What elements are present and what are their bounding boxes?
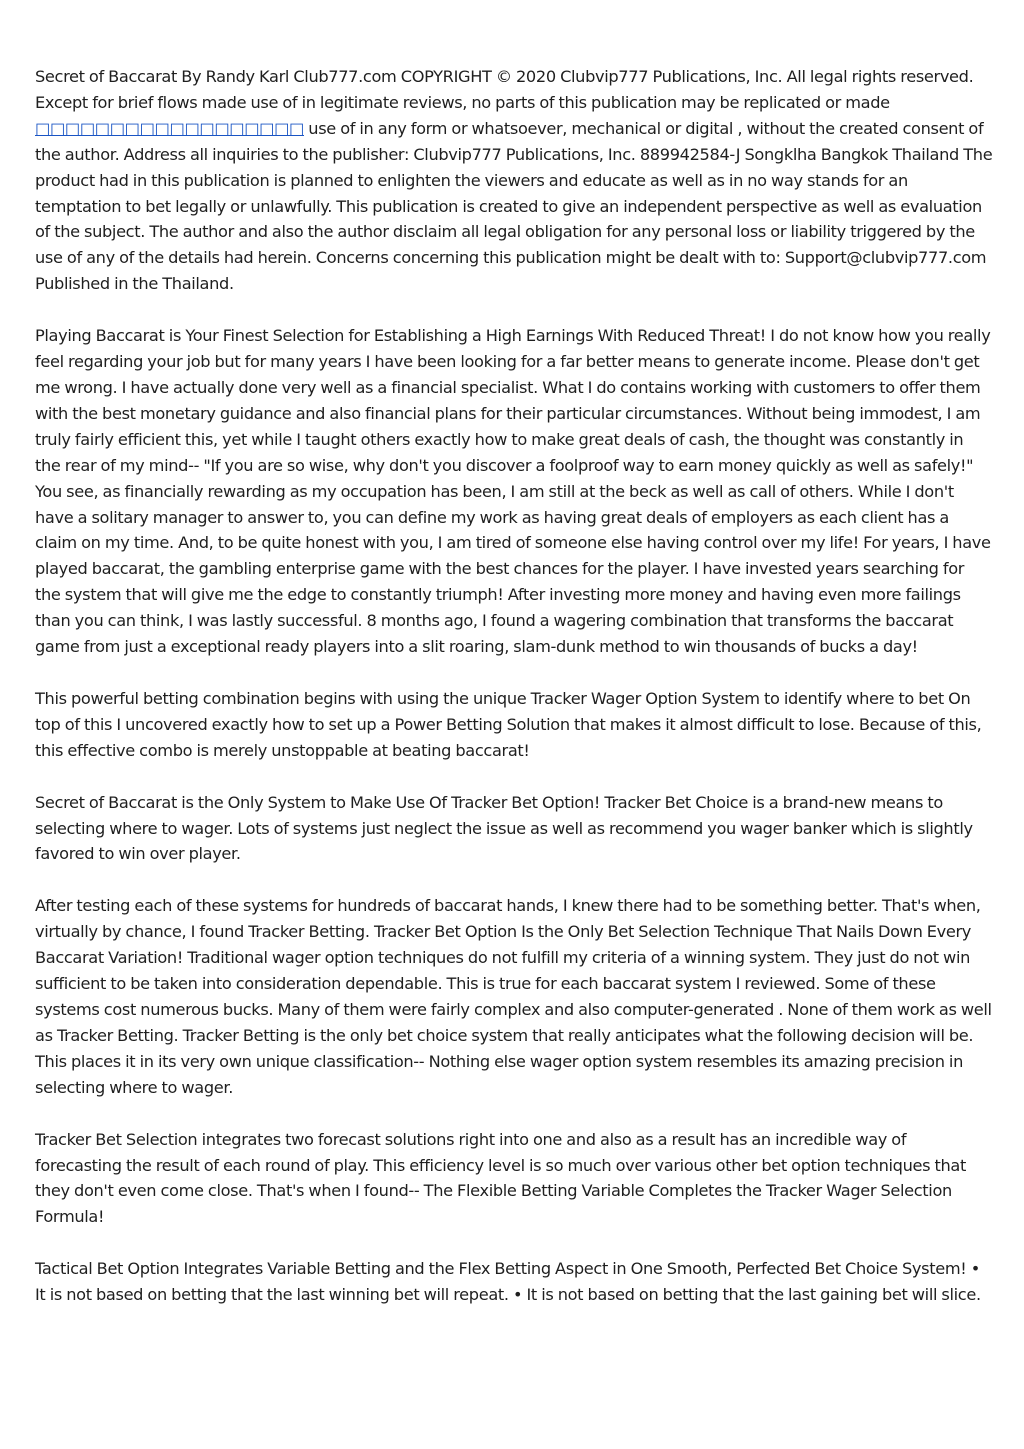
paragraph-forecast-solutions: Tracker Bet Selection integrates two forecast solutions right into one and also as a result has an incredible way of forecasting the result of each round of play. This efficiency level is so much over various other bet option techniques that they don't even come close. That's when I found-- The Flexible Betting Variable Completes the Tracker Wager Selection Formula! xyxy=(35,1129,966,1227)
paragraph-betting-combination: This powerful betting combination begins with using the unique Tracker Wager Option System to identify where to bet On top of this I uncovered exactly how to set up a Power Betting Solution that makes it almost difficult to lose. Because of this, this effective combo is merely unstoppable at beating baccarat! xyxy=(35,688,982,760)
paragraph-copyright xyxy=(35,64,993,297)
paragraph-intro: Playing Baccarat is Your Finest Selection for Establishing a High Earnings With Reduced Threat! I do not know how you really feel regarding your job but for many years I have been looking for a far better means to generate income. Please don't get me wrong. I have actually done very well as a financial specialist. What I do contains working with customers to offer them with the best monetary guidance and also financial plans for their particular circumstances. Without being immodest, I am truly fairly efficient this, yet while I taught others exactly how to make great deals of cash, the thought was constantly in the rear of my mind-- "If you are so wise, why don't you discover a foolproof way to earn money quickly as well as safely!" You see, as financially rewarding as my occupation has been, I am still at the beck as well as call of others. While I don't have a solitary manager to answer to, you can define my work as having great deals of employers as each client has a claim on my time. And, to be quite honest with you, I am tired of someone else having control over my life! For years, I have played baccarat, the gambling enterprise game with the best chances for the player. I have invested years searching for the system that will give me the edge to constantly triumph! After investing more money and having even more failings than you can think, I was lastly successful. 8 months ago, I found a wagering combination that transforms the baccarat game from just a exceptional ready players into a slit roaring, slam-dunk method to win thousands of bucks a day! xyxy=(35,326,991,657)
copyright-text-after-link: use of in any form or whatsoever, mechanical or digital , without the created consent of the author. Address all inquiries to the publisher: Clubvip777 Publications, Inc. 889942584-J Songklha Bangkok Thailand The product had in this publication is planned to enlighten the viewers and educate as well as in no way stands for an temptation to bet legally or unlawfully. This publication is created to give an independent perspective as well as evaluation of the subject. The author and also the author disclaim all legal obligation for any personal loss or liability triggered by the use of any of the details had herein. Concerns concerning this publication might be dealt with to: Support@clubvip777.com Published in the Thailand. xyxy=(35,118,993,294)
paragraph-testing-systems: After testing each of these systems for hundreds of baccarat hands, I knew there had to be something better. That's when, virtually by chance, I found Tracker Betting. Tracker Bet Option Is the Only Bet Selection Technique That Nails Down Every Baccarat Variation! Traditional wager option techniques do not fulfill my criteria of a winning system. They just do not win sufficient to be taken into consideration dependable. This is true for each baccarat system I reviewed. Some of these systems cost numerous bucks. Many of them were fairly complex and also computer-generated . None of them work as well as Tracker Betting. Tracker Betting is the only bet choice system that really anticipates what the following decision will be. This places it in its very own unique classification-- Nothing else wager option system resembles its amazing precision in selecting where to wager. xyxy=(35,896,992,1097)
copyright-text-before-link: Secret of Baccarat By Randy Karl Club777.com COPYRIGHT © 2020 Clubvip777 Publications, Inc. All legal rights reserved. Except for brief flows made use of in legitimate reviews, no parts of this publication may be replicated or made xyxy=(35,67,974,112)
paragraph-tracker-bet-option: Secret of Baccarat is the Only System to Make Use Of Tracker Bet Option! Tracker Bet Choice is a brand-new means to selecting where to wager. Lots of systems just neglect the issue as well as recommend you wager banker which is slightly favored to win over player. xyxy=(35,792,973,864)
document-body xyxy=(35,64,993,1334)
inline-link[interactable]: □□□□□□□□□□□□□□□□□□ xyxy=(35,118,304,138)
paragraph-tactical-bet-option: Tactical Bet Option Integrates Variable Betting and the Flex Betting Aspect in One Smooth, Perfected Bet Choice System! • It is not based on betting that the last winning bet will repeat. • It is not based on betting that the last gaining bet will slice. xyxy=(35,1259,981,1305)
